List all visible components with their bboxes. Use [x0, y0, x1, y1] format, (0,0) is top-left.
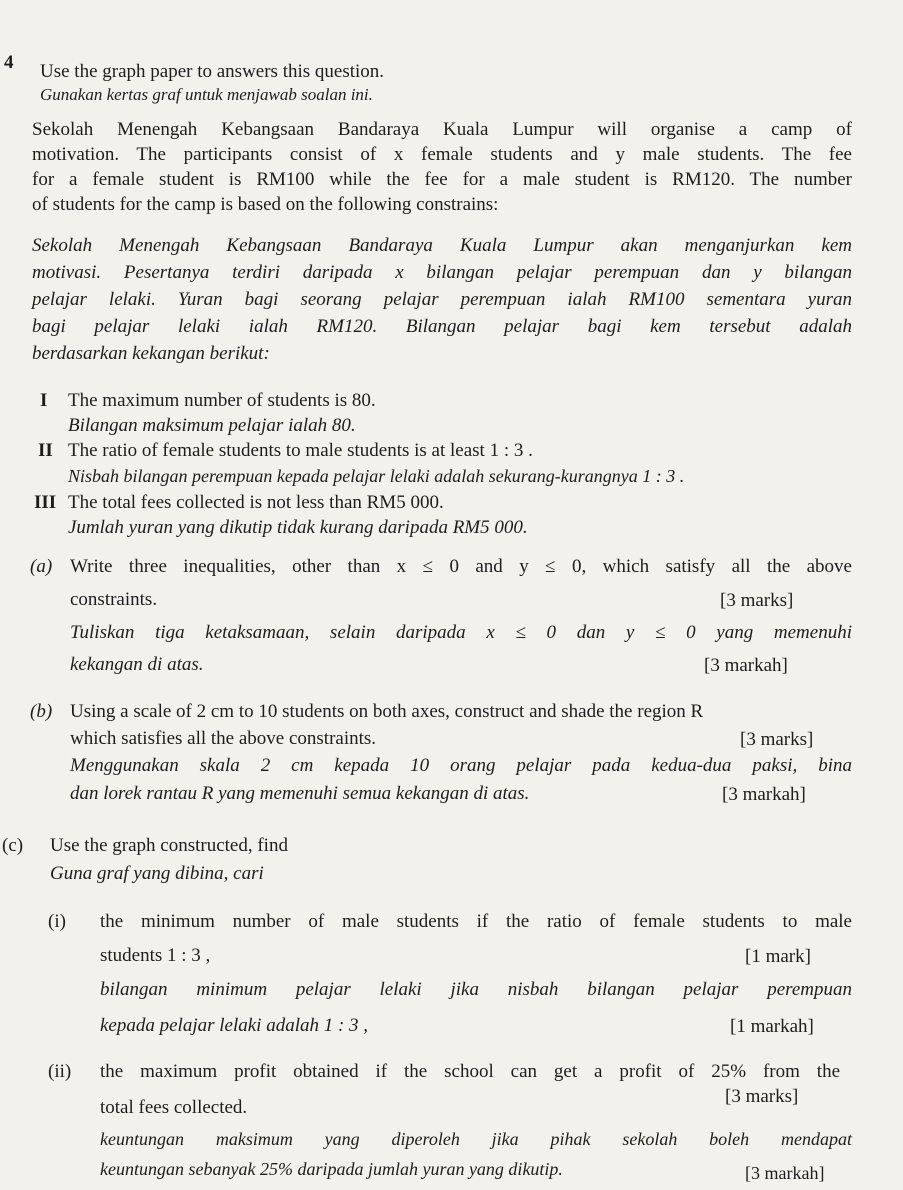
- stem-ms-line-3: pelajar lelaki. Yuran bagi seorang pelajar perempuan ialah RM100 sementara yuran: [32, 289, 852, 310]
- part-c-ii-ms-1: keuntungan maksimum yang diperoleh jika pihak sekolah boleh mendapat: [100, 1129, 852, 1149]
- part-c-ii-en-2: total fees collected.: [100, 1097, 248, 1118]
- stem-ms-line-5: berdasarkan kekangan berikut:: [32, 343, 270, 364]
- part-c-ii-mark-en: [3 marks]: [725, 1086, 799, 1107]
- part-a-en-1: Write three inequalities, other than x ≤ 0 and y ≤ 0, which satisfy all the above: [70, 556, 852, 577]
- part-c-i-en-2: students 1 : 3 ,: [100, 945, 211, 966]
- part-b-label: (b): [30, 701, 53, 722]
- part-a-mark-en: [3 marks]: [720, 590, 794, 611]
- stem-en-line-2: motivation. The participants consist of x female students and y male students. The fee: [32, 144, 852, 165]
- part-c-i-mark-ms: [1 markah]: [730, 1016, 814, 1037]
- part-b-ms-1: Menggunakan skala 2 cm kepada 10 orang pelajar pada kedua-dua paksi, bina: [70, 755, 852, 776]
- constraint-en-3: The total fees collected is not less than RM5 000.: [68, 492, 444, 513]
- stem-ms-line-2: motivasi. Pesertanya terdiri daripada x bilangan pelajar perempuan dan y bilangan: [32, 262, 852, 283]
- constraint-label-1: I: [40, 390, 48, 411]
- part-a-mark-ms: [3 markah]: [704, 655, 788, 676]
- part-c-i-label: (i): [48, 911, 66, 932]
- part-c-i-mark-en: [1 mark]: [745, 946, 811, 967]
- part-b-mark-ms: [3 markah]: [722, 784, 806, 805]
- part-c-ii-ms-2: keuntungan sebanyak 25% daripada jumlah yuran yang dikutip.: [100, 1159, 563, 1179]
- part-c-label: (c): [2, 835, 24, 856]
- part-a-ms-2: kekangan di atas.: [70, 654, 204, 675]
- intro-ms: Gunakan kertas graf untuk menjawab soalan ini.: [40, 85, 373, 104]
- part-c-ii-mark-ms: [3 markah]: [745, 1163, 825, 1183]
- stem-en-line-4: of students for the camp is based on the following constrains:: [32, 194, 499, 215]
- part-a-ms-1: Tuliskan tiga ketaksamaan, selain daripada x ≤ 0 dan y ≤ 0 yang memenuhi: [70, 622, 852, 643]
- part-a-label: (a): [30, 556, 53, 577]
- constraint-label-3: III: [34, 492, 57, 513]
- part-c-ms: Guna graf yang dibina, cari: [50, 863, 264, 884]
- stem-ms-line-1: Sekolah Menengah Kebangsaan Bandaraya Kuala Lumpur akan menganjurkan kem: [32, 235, 852, 256]
- part-b-en-1: Using a scale of 2 cm to 10 students on both axes, construct and shade the region R: [70, 701, 704, 722]
- constraint-ms-2: Nisbah bilangan perempuan kepada pelajar lelaki adalah sekurang-kurangnya 1 : 3 .: [68, 466, 685, 486]
- part-b-en-2: which satisfies all the above constraints.: [70, 728, 377, 749]
- part-c-en: Use the graph constructed, find: [50, 835, 288, 856]
- constraint-ms-3: Jumlah yuran yang dikutip tidak kurang daripada RM5 000.: [68, 517, 528, 538]
- part-c-ii-en-1: the maximum profit obtained if the school can get a profit of 25% from the: [100, 1061, 840, 1082]
- part-c-i-ms-1: bilangan minimum pelajar lelaki jika nisbah bilangan pelajar perempuan: [100, 979, 852, 1000]
- question-number: 4: [4, 52, 14, 73]
- stem-en-line-1: Sekolah Menengah Kebangsaan Bandaraya Kuala Lumpur will organise a camp of: [32, 119, 852, 140]
- part-a-en-2: constraints.: [70, 589, 158, 610]
- stem-en-line-3: for a female student is RM100 while the fee for a male student is RM120. The number: [32, 169, 852, 190]
- part-c-i-en-1: the minimum number of male students if the ratio of female students to male: [100, 911, 852, 932]
- part-b-ms-2: dan lorek rantau R yang memenuhi semua kekangan di atas.: [70, 783, 530, 804]
- constraint-en-2: The ratio of female students to male students is at least 1 : 3 .: [68, 440, 533, 461]
- constraint-ms-1: Bilangan maksimum pelajar ialah 80.: [68, 415, 356, 436]
- part-b-mark-en: [3 marks]: [740, 729, 814, 750]
- constraint-label-2: II: [38, 440, 53, 461]
- stem-ms-line-4: bagi pelajar lelaki ialah RM120. Bilangan pelajar bagi kem tersebut adalah: [32, 316, 852, 337]
- constraint-en-1: The maximum number of students is 80.: [68, 390, 376, 411]
- intro-en: Use the graph paper to answers this question.: [40, 61, 385, 82]
- part-c-i-ms-2: kepada pelajar lelaki adalah 1 : 3 ,: [100, 1015, 369, 1036]
- part-c-ii-label: (ii): [48, 1061, 72, 1082]
